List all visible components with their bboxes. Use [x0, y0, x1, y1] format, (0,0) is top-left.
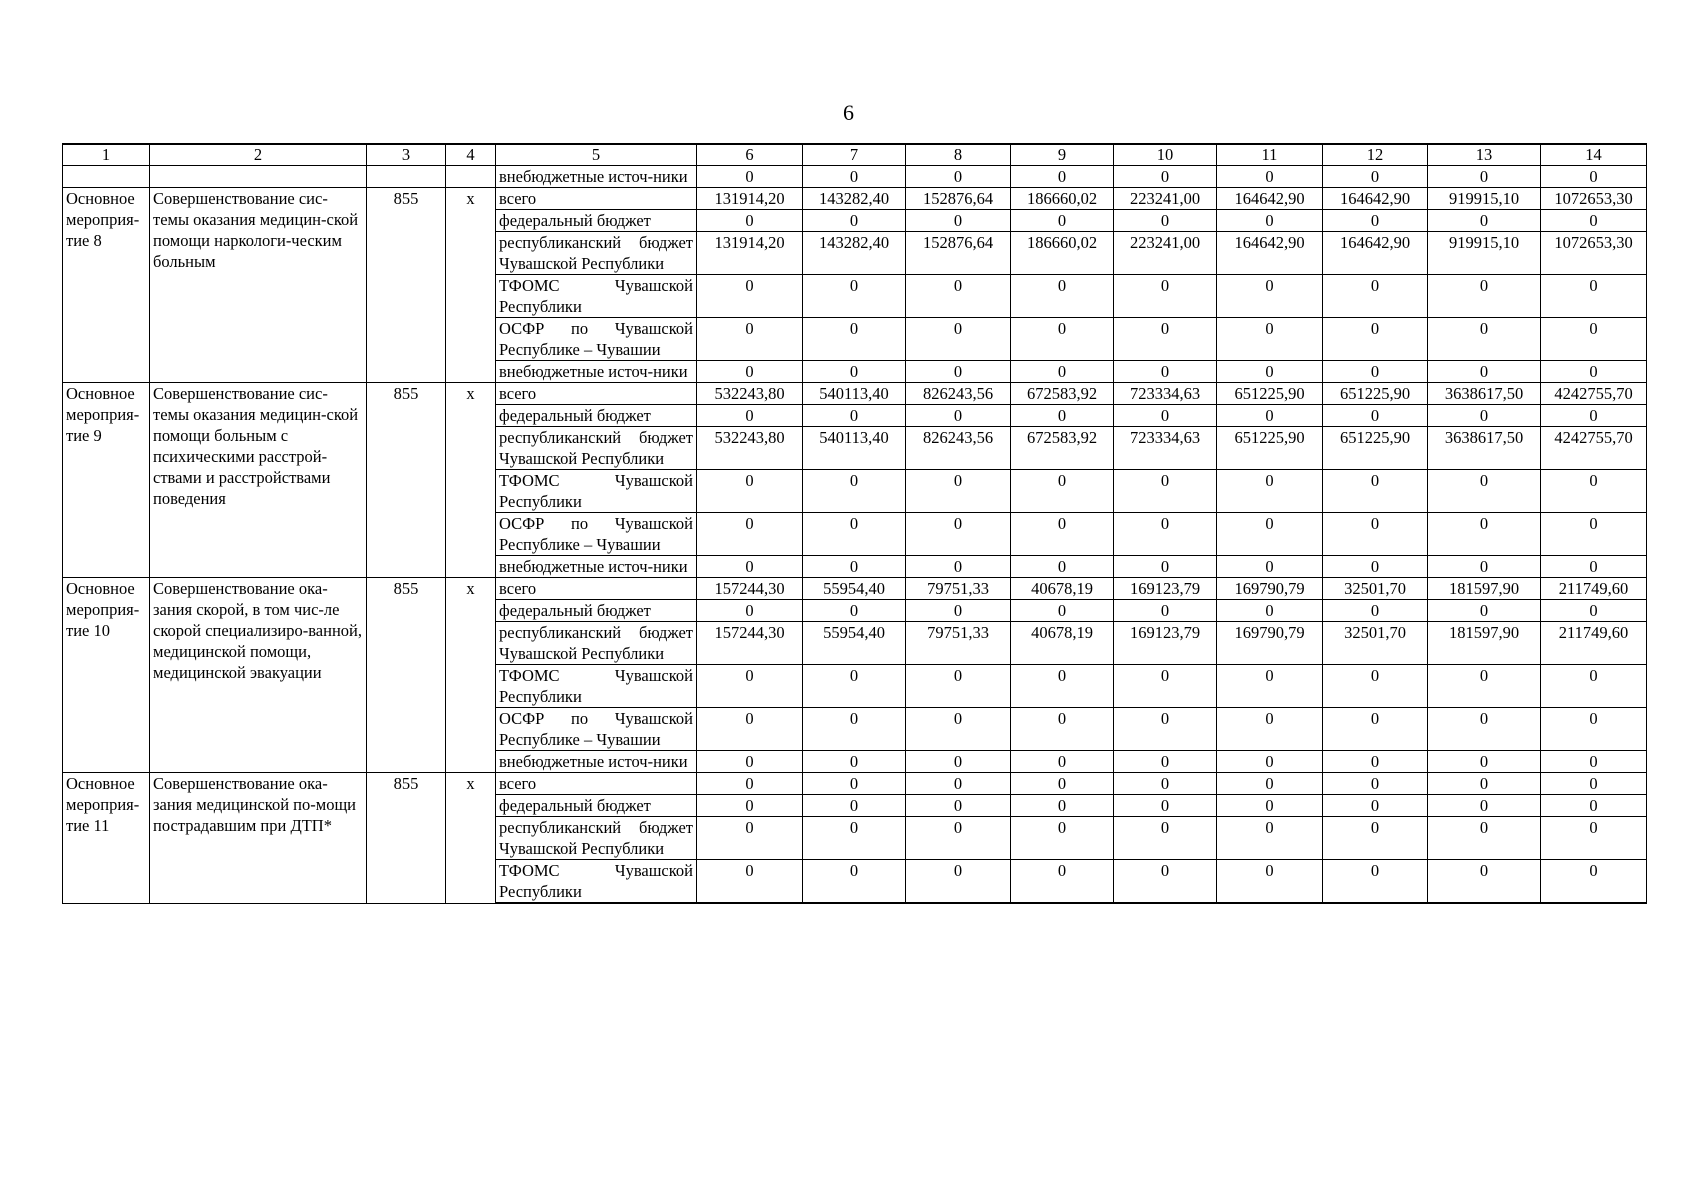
value-cell: 0	[697, 795, 803, 817]
value-cell: 0	[1217, 665, 1323, 708]
value-cell: 0	[1323, 795, 1428, 817]
value-cell: 0	[1217, 405, 1323, 427]
header-cell: 2	[150, 144, 367, 166]
value-cell: 164642,90	[1323, 232, 1428, 275]
value-cell: 0	[1217, 275, 1323, 318]
value-cell: 0	[1217, 556, 1323, 578]
value-cell: 0	[1541, 318, 1647, 361]
measure-name: Основное мероприя-тие 11	[63, 773, 150, 904]
measure-description: Совершенствование ока-зания скорой, в том чис-ле скорой специализиро-ванной, медицинской помощи, медицинской эвакуации	[150, 578, 367, 773]
value-cell: 0	[1323, 751, 1428, 773]
value-cell: 0	[1217, 318, 1323, 361]
measure-code: 855	[367, 383, 446, 578]
value-cell: 723334,63	[1114, 383, 1217, 405]
value-cell: 40678,19	[1011, 578, 1114, 600]
table-row	[63, 773, 1647, 795]
funding-source: ТФОМС Чувашской Республики	[496, 470, 697, 513]
funding-source: федеральный бюджет	[496, 600, 697, 622]
value-cell: 169123,79	[1114, 578, 1217, 600]
funding-source: ТФОМС Чувашской Республики	[496, 665, 697, 708]
value-cell: 0	[1541, 860, 1647, 904]
page-number: 6	[843, 100, 854, 125]
value-cell: 0	[697, 860, 803, 904]
table-header	[63, 144, 1647, 166]
value-cell: 169123,79	[1114, 622, 1217, 665]
value-cell: 0	[1217, 773, 1323, 795]
value-cell: 0	[803, 556, 906, 578]
value-cell: 0	[1428, 210, 1541, 232]
value-cell: 0	[1323, 275, 1428, 318]
value-cell: 0	[1217, 817, 1323, 860]
value-cell: 0	[1323, 166, 1428, 188]
value-cell: 0	[1541, 275, 1647, 318]
measure-name: Основное мероприя-тие 10	[63, 578, 150, 773]
funding-source: внебюджетные источ-ники	[496, 556, 697, 578]
value-cell: 0	[1323, 405, 1428, 427]
value-cell: 826243,56	[906, 427, 1011, 470]
value-cell: 0	[906, 556, 1011, 578]
value-cell: 0	[1428, 708, 1541, 751]
value-cell: 0	[1428, 773, 1541, 795]
value-cell: 0	[803, 275, 906, 318]
value-cell: 919915,10	[1428, 232, 1541, 275]
value-cell: 131914,20	[697, 188, 803, 210]
value-cell: 0	[697, 210, 803, 232]
value-cell: 0	[1011, 556, 1114, 578]
value-cell: 0	[803, 470, 906, 513]
value-cell: 0	[1011, 318, 1114, 361]
value-cell: 0	[1217, 361, 1323, 383]
value-cell: 0	[1541, 166, 1647, 188]
value-cell: 4242755,70	[1541, 383, 1647, 405]
value-cell: 532243,80	[697, 427, 803, 470]
measure-mark: x	[446, 773, 496, 904]
value-cell: 0	[803, 795, 906, 817]
value-cell: 157244,30	[697, 622, 803, 665]
value-cell: 0	[697, 600, 803, 622]
value-cell: 4242755,70	[1541, 427, 1647, 470]
value-cell: 0	[1323, 318, 1428, 361]
value-cell: 0	[1541, 470, 1647, 513]
value-cell: 0	[803, 210, 906, 232]
value-cell: 0	[1217, 470, 1323, 513]
value-cell: 0	[906, 318, 1011, 361]
value-cell: 0	[1323, 665, 1428, 708]
empty-cell	[63, 166, 150, 188]
value-cell: 0	[1541, 600, 1647, 622]
value-cell: 0	[1011, 751, 1114, 773]
value-cell: 0	[1114, 795, 1217, 817]
value-cell: 0	[1011, 860, 1114, 904]
measure-code: 855	[367, 578, 446, 773]
value-cell: 0	[1114, 361, 1217, 383]
funding-source: федеральный бюджет	[496, 795, 697, 817]
value-cell: 0	[1114, 751, 1217, 773]
value-cell: 0	[906, 665, 1011, 708]
value-cell: 672583,92	[1011, 427, 1114, 470]
value-cell: 55954,40	[803, 578, 906, 600]
value-cell: 0	[1011, 817, 1114, 860]
value-cell: 0	[803, 361, 906, 383]
value-cell: 164642,90	[1217, 232, 1323, 275]
value-cell: 0	[697, 556, 803, 578]
value-cell: 0	[1217, 708, 1323, 751]
funding-source: всего	[496, 188, 697, 210]
value-cell: 0	[1114, 166, 1217, 188]
header-cell: 7	[803, 144, 906, 166]
value-cell: 0	[906, 470, 1011, 513]
value-cell: 0	[1541, 361, 1647, 383]
value-cell: 0	[1541, 513, 1647, 556]
value-cell: 0	[1011, 361, 1114, 383]
value-cell: 0	[1428, 751, 1541, 773]
value-cell: 0	[906, 166, 1011, 188]
value-cell: 0	[1428, 665, 1541, 708]
header-cell: 3	[367, 144, 446, 166]
header-row	[63, 144, 1647, 166]
value-cell: 0	[1114, 860, 1217, 904]
empty-cell	[150, 166, 367, 188]
value-cell: 0	[1011, 513, 1114, 556]
value-cell: 40678,19	[1011, 622, 1114, 665]
table-row	[63, 188, 1647, 210]
value-cell: 0	[1114, 513, 1217, 556]
measure-name: Основное мероприя-тие 9	[63, 383, 150, 578]
value-cell: 0	[1428, 166, 1541, 188]
value-cell: 0	[1323, 556, 1428, 578]
value-cell: 0	[906, 275, 1011, 318]
value-cell: 0	[1217, 860, 1323, 904]
value-cell: 0	[1114, 210, 1217, 232]
value-cell: 0	[1217, 751, 1323, 773]
value-cell: 723334,63	[1114, 427, 1217, 470]
value-cell: 164642,90	[1323, 188, 1428, 210]
header-cell: 13	[1428, 144, 1541, 166]
value-cell: 0	[906, 773, 1011, 795]
value-cell: 0	[1217, 795, 1323, 817]
value-cell: 0	[1011, 405, 1114, 427]
value-cell: 1072653,30	[1541, 188, 1647, 210]
value-cell: 0	[1541, 751, 1647, 773]
value-cell: 143282,40	[803, 188, 906, 210]
funding-source: республиканский бюджет Чувашской Республики	[496, 427, 697, 470]
value-cell: 0	[1541, 556, 1647, 578]
funding-source: республиканский бюджет Чувашской Республики	[496, 817, 697, 860]
value-cell: 0	[803, 166, 906, 188]
value-cell: 0	[1011, 600, 1114, 622]
funding-source: внебюджетные источ-ники	[496, 361, 697, 383]
value-cell: 3638617,50	[1428, 427, 1541, 470]
value-cell: 0	[803, 773, 906, 795]
value-cell: 0	[1428, 405, 1541, 427]
value-cell: 32501,70	[1323, 578, 1428, 600]
value-cell: 0	[697, 665, 803, 708]
header-cell: 8	[906, 144, 1011, 166]
value-cell: 0	[906, 817, 1011, 860]
value-cell: 651225,90	[1323, 427, 1428, 470]
value-cell: 919915,10	[1428, 188, 1541, 210]
value-cell: 0	[1114, 708, 1217, 751]
value-cell: 0	[697, 751, 803, 773]
value-cell: 0	[1541, 210, 1647, 232]
value-cell: 0	[906, 795, 1011, 817]
value-cell: 540113,40	[803, 383, 906, 405]
value-cell: 0	[803, 665, 906, 708]
value-cell: 0	[906, 600, 1011, 622]
header-cell: 11	[1217, 144, 1323, 166]
value-cell: 0	[1217, 600, 1323, 622]
value-cell: 0	[1428, 556, 1541, 578]
measure-description: Совершенствование ока-зания медицинской по-мощи пострадавшим при ДТП*	[150, 773, 367, 904]
measure-code: 855	[367, 773, 446, 904]
value-cell: 0	[697, 817, 803, 860]
value-cell: 0	[1428, 275, 1541, 318]
value-cell: 0	[697, 405, 803, 427]
measure-mark: x	[446, 578, 496, 773]
value-cell: 152876,64	[906, 232, 1011, 275]
value-cell: 0	[1541, 405, 1647, 427]
table-body	[63, 166, 1647, 904]
funding-source: всего	[496, 773, 697, 795]
measure-name: Основное мероприя-тие 8	[63, 188, 150, 383]
value-cell: 0	[1323, 513, 1428, 556]
funding-source: федеральный бюджет	[496, 405, 697, 427]
value-cell: 826243,56	[906, 383, 1011, 405]
funding-source: республиканский бюджет Чувашской Республики	[496, 232, 697, 275]
value-cell: 0	[803, 860, 906, 904]
header-cell: 6	[697, 144, 803, 166]
header-cell: 9	[1011, 144, 1114, 166]
value-cell: 0	[1428, 600, 1541, 622]
value-cell: 211749,60	[1541, 578, 1647, 600]
value-cell: 0	[1217, 210, 1323, 232]
value-cell: 0	[1323, 817, 1428, 860]
value-cell: 131914,20	[697, 232, 803, 275]
value-cell: 186660,02	[1011, 232, 1114, 275]
value-cell: 651225,90	[1323, 383, 1428, 405]
funding-source: ТФОМС Чувашской Республики	[496, 860, 697, 904]
value-cell: 0	[1011, 795, 1114, 817]
empty-cell	[446, 166, 496, 188]
value-cell: 0	[906, 513, 1011, 556]
value-cell: 0	[906, 405, 1011, 427]
value-cell: 0	[1323, 600, 1428, 622]
header-cell: 1	[63, 144, 150, 166]
value-cell: 0	[803, 817, 906, 860]
value-cell: 223241,00	[1114, 188, 1217, 210]
value-cell: 0	[1011, 470, 1114, 513]
funding-source: ОСФР по Чувашской Республике – Чувашии	[496, 708, 697, 751]
funding-source: внебюджетные источ-ники	[496, 166, 697, 188]
funding-source: всего	[496, 578, 697, 600]
funding-source: всего	[496, 383, 697, 405]
value-cell: 0	[1114, 665, 1217, 708]
value-cell: 0	[697, 361, 803, 383]
value-cell: 1072653,30	[1541, 232, 1647, 275]
table-row	[63, 578, 1647, 600]
value-cell: 79751,33	[906, 622, 1011, 665]
header-cell: 12	[1323, 144, 1428, 166]
funding-source: республиканский бюджет Чувашской Республики	[496, 622, 697, 665]
value-cell: 0	[1114, 773, 1217, 795]
value-cell: 169790,79	[1217, 622, 1323, 665]
value-cell: 0	[906, 210, 1011, 232]
value-cell: 0	[1541, 773, 1647, 795]
table-row	[63, 383, 1647, 405]
value-cell: 0	[906, 860, 1011, 904]
value-cell: 0	[1428, 318, 1541, 361]
value-cell: 0	[1114, 556, 1217, 578]
value-cell: 0	[1428, 513, 1541, 556]
measure-code: 855	[367, 188, 446, 383]
funding-source: ТФОМС Чувашской Республики	[496, 275, 697, 318]
table-row	[63, 166, 1647, 188]
value-cell: 157244,30	[697, 578, 803, 600]
value-cell: 0	[1217, 166, 1323, 188]
value-cell: 0	[1541, 708, 1647, 751]
header-cell: 5	[496, 144, 697, 166]
measure-description: Совершенствование сис-темы оказания медицин-ской помощи больным с психическими расстрой-ствами и расстройствами поведения	[150, 383, 367, 578]
value-cell: 0	[1323, 361, 1428, 383]
value-cell: 143282,40	[803, 232, 906, 275]
value-cell: 0	[1428, 470, 1541, 513]
value-cell: 0	[1114, 600, 1217, 622]
value-cell: 181597,90	[1428, 622, 1541, 665]
value-cell: 0	[906, 751, 1011, 773]
header-cell: 4	[446, 144, 496, 166]
value-cell: 0	[803, 318, 906, 361]
measure-mark: x	[446, 383, 496, 578]
value-cell: 0	[1323, 470, 1428, 513]
value-cell: 32501,70	[1323, 622, 1428, 665]
value-cell: 0	[1323, 708, 1428, 751]
value-cell: 0	[1323, 860, 1428, 904]
value-cell: 0	[697, 470, 803, 513]
value-cell: 0	[1011, 166, 1114, 188]
funding-source: федеральный бюджет	[496, 210, 697, 232]
empty-cell	[367, 166, 446, 188]
value-cell: 0	[1114, 405, 1217, 427]
value-cell: 186660,02	[1011, 188, 1114, 210]
value-cell: 0	[697, 166, 803, 188]
value-cell: 0	[906, 708, 1011, 751]
value-cell: 0	[1323, 210, 1428, 232]
value-cell: 0	[803, 513, 906, 556]
value-cell: 0	[1541, 817, 1647, 860]
value-cell: 0	[1114, 817, 1217, 860]
value-cell: 651225,90	[1217, 383, 1323, 405]
value-cell: 169790,79	[1217, 578, 1323, 600]
value-cell: 0	[1428, 817, 1541, 860]
value-cell: 0	[803, 708, 906, 751]
value-cell: 0	[1323, 773, 1428, 795]
value-cell: 223241,00	[1114, 232, 1217, 275]
value-cell: 181597,90	[1428, 578, 1541, 600]
value-cell: 3638617,50	[1428, 383, 1541, 405]
header-cell: 10	[1114, 144, 1217, 166]
value-cell: 0	[1011, 275, 1114, 318]
value-cell: 211749,60	[1541, 622, 1647, 665]
value-cell: 79751,33	[906, 578, 1011, 600]
value-cell: 0	[1114, 275, 1217, 318]
value-cell: 0	[803, 405, 906, 427]
value-cell: 0	[1011, 210, 1114, 232]
value-cell: 672583,92	[1011, 383, 1114, 405]
value-cell: 0	[1541, 665, 1647, 708]
funding-source: ОСФР по Чувашской Республике – Чувашии	[496, 513, 697, 556]
value-cell: 0	[1011, 665, 1114, 708]
value-cell: 0	[1217, 513, 1323, 556]
value-cell: 0	[1114, 470, 1217, 513]
value-cell: 0	[1428, 795, 1541, 817]
budget-table	[62, 143, 1647, 904]
value-cell: 55954,40	[803, 622, 906, 665]
measure-description: Совершенствование сис-темы оказания медицин-ской помощи наркологи-ческим больным	[150, 188, 367, 383]
value-cell: 0	[1114, 318, 1217, 361]
header-cell: 14	[1541, 144, 1647, 166]
funding-source: ОСФР по Чувашской Республике – Чувашии	[496, 318, 697, 361]
value-cell: 0	[697, 773, 803, 795]
measure-mark: x	[446, 188, 496, 383]
value-cell: 0	[803, 751, 906, 773]
value-cell: 0	[906, 361, 1011, 383]
value-cell: 0	[1428, 860, 1541, 904]
value-cell: 651225,90	[1217, 427, 1323, 470]
value-cell: 152876,64	[906, 188, 1011, 210]
value-cell: 540113,40	[803, 427, 906, 470]
value-cell: 0	[1011, 773, 1114, 795]
value-cell: 532243,80	[697, 383, 803, 405]
value-cell: 0	[803, 600, 906, 622]
value-cell: 0	[1011, 708, 1114, 751]
value-cell: 0	[697, 708, 803, 751]
value-cell: 0	[1428, 361, 1541, 383]
value-cell: 0	[697, 275, 803, 318]
funding-source: внебюджетные источ-ники	[496, 751, 697, 773]
value-cell: 0	[697, 318, 803, 361]
value-cell: 0	[697, 513, 803, 556]
value-cell: 0	[1541, 795, 1647, 817]
value-cell: 164642,90	[1217, 188, 1323, 210]
